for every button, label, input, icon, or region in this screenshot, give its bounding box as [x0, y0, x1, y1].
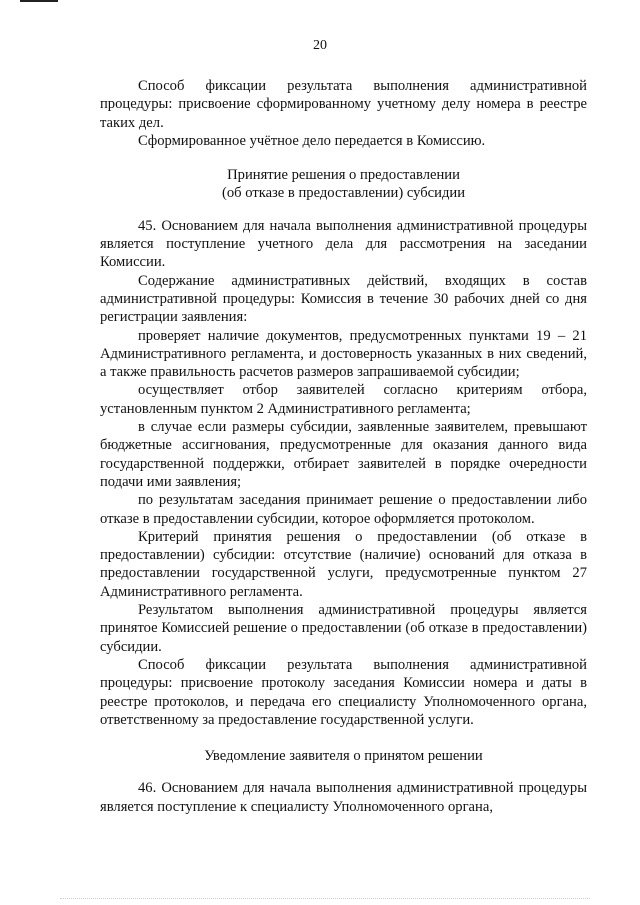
section-heading: Уведомление заявителя о принятом решении	[204, 748, 483, 765]
paragraph: Критерий принятия решения о предоставлении (об отказе в предоставлении) субсидии: отсутствие (наличие) оснований для отказа в предоставлении государственной услуги, предусмотренные пунктом 27 Административного регламента.	[100, 528, 587, 600]
section-heading: Принятие решения о предоставлении	[227, 167, 460, 184]
document-body	[100, 77, 587, 816]
paragraph: осуществляет отбор заявителей согласно критериям отбора, установленным пунктом 2 Административного регламента;	[100, 382, 587, 417]
paragraph: проверяет наличие документов, предусмотренных пунктами 19 – 21 Административного регламента, и достоверность указанных в них сведений, а также правильность расчетов размеров запрашиваемой субсидии;	[100, 327, 587, 381]
paragraph: Содержание административных действий, входящих в состав административной процедуры: Комиссия в течение 30 рабочих дней со дня регистрации заявления:	[100, 272, 587, 326]
section-heading: (об отказе в предоставлении) субсидии	[221, 185, 466, 202]
paragraph: Способ фиксации результата выполнения административной процедуры: присвоение сформированному учетному делу номера в реестре таких дел.	[100, 78, 587, 131]
scan-artifact-line	[20, 0, 58, 2]
paragraph: Результатом выполнения административной процедуры является принятое Комиссией решение о предоставлении (об отказе в предоставлении) субсидии.	[100, 602, 587, 655]
paragraph: в случае если размеры субсидии, заявленные заявителем, превышают бюджетные ассигнования, предусмотренные для оказания данного вида государственной поддержки, отбирает заявителей в порядке очередности подачи ими заявления;	[100, 419, 587, 490]
paragraph: по результатам заседания принимает решение о предоставлении либо отказе в предоставлении субсидии, которое оформляется протоколом.	[100, 492, 587, 527]
paragraph: 46. Основанием для начала выполнения административной процедуры является поступление к специалисту Уполномоченного органа,	[100, 780, 587, 815]
scan-artifact-dots	[60, 898, 590, 899]
paragraph: Сформированное учётное дело передается в Комиссию.	[138, 132, 486, 149]
paragraph: Способ фиксации результата выполнения административной процедуры: присвоение протоколу заседания Комиссии номера и даты в реестре протоколов, и передача его специалисту Уполномоченного органа, ответственному за предоставление государственной услуги.	[100, 656, 587, 728]
page-number: 20	[313, 38, 327, 53]
paragraph: 45. Основанием для начала выполнения административной процедуры является поступление учетного дела для рассмотрения на заседании Комиссии.	[100, 217, 587, 271]
